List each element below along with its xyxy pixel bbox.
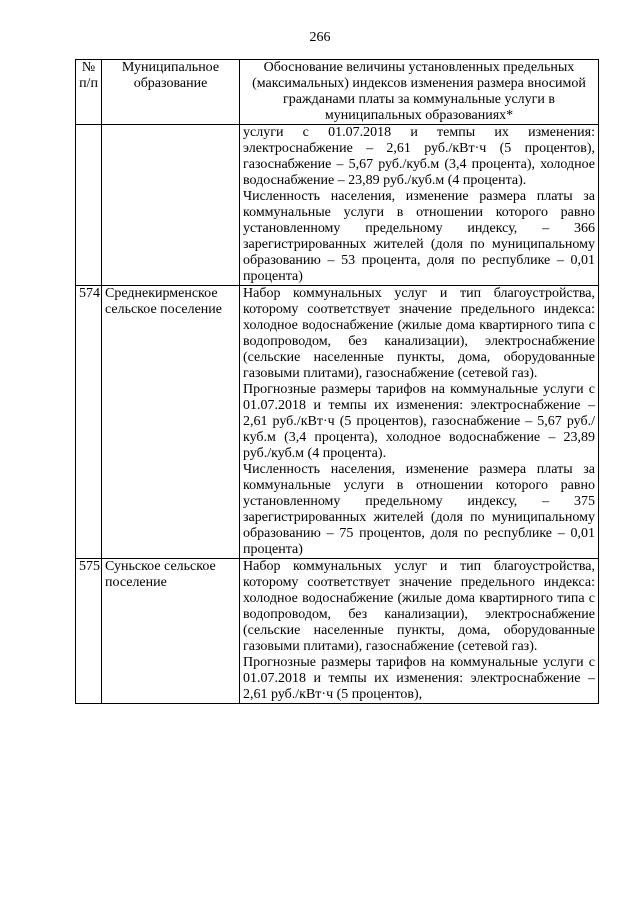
header-num: № п/п bbox=[76, 60, 102, 125]
row-municipality: Среднекирменское сельское поселение bbox=[102, 286, 240, 559]
row-basis bbox=[240, 286, 599, 559]
page-number: 266 bbox=[309, 30, 331, 45]
row-municipality: Суньское сельское поселение bbox=[102, 559, 240, 704]
basis-paragraph: Набор коммунальных услуг и тип благоустройства, которому соответствует значение предельного индекса: холодное водоснабжение (жилые дома квартирного типа с водопроводом, без канализации), электроснабжение (сельские населенные пункты, дома, оборудованные газовыми плитами), газоснабжение (сетевой газ). bbox=[243, 286, 595, 381]
basis-paragraph: услуги с 01.07.2018 и темпы их изменения: электроснабжение – 2,61 руб./кВт·ч (5 процентов), газоснабжение – 5,67 руб./куб.м (3,4 процента), холодное водоснабжение – 23,89 руб./куб.м (4 процента). bbox=[243, 125, 595, 188]
header-municipality: Муниципальное образование bbox=[102, 60, 240, 125]
basis-paragraph: Численность населения, изменение размера платы за коммунальные услуги в отношении которого равно установленному предельному индексу, – 366 зарегистрированных жителей (доля по муниципальному образованию – 53 процента, доля по республике – 0,01 процента) bbox=[243, 189, 595, 284]
basis-paragraph: Набор коммунальных услуг и тип благоустройства, которому соответствует значение предельного индекса: холодное водоснабжение (жилые дома квартирного типа с водопроводом, без канализации), электроснабжение (сельские населенные пункты, дома, оборудованные газовыми плитами), газоснабжение (сетевой газ). bbox=[243, 559, 595, 654]
row-num: 575 bbox=[76, 559, 102, 704]
table-row bbox=[76, 125, 599, 286]
table-row bbox=[76, 559, 599, 704]
table-row bbox=[76, 286, 599, 559]
tariff-index-table bbox=[75, 59, 599, 704]
row-basis bbox=[240, 125, 599, 286]
basis-paragraph: Прогнозные размеры тарифов на коммунальные услуги с 01.07.2018 и темпы их изменения: электроснабжение – 2,61 руб./кВт·ч (5 процентов), bbox=[243, 655, 595, 702]
basis-paragraph: Численность населения, изменение размера платы за коммунальные услуги в отношении которого равно установленному предельному индексу, – 375 зарегистрированных жителей (доля по муниципальному образованию – 75 процентов, доля по республике – 0,01 процента) bbox=[243, 462, 595, 557]
row-municipality bbox=[102, 125, 240, 286]
row-num bbox=[76, 125, 102, 286]
header-basis: Обоснование величины установленных предельных (максимальных) индексов изменения размера вносимой гражданами платы за коммунальные услуги в муниципальных образованиях* bbox=[240, 60, 599, 125]
basis-paragraph: Прогнозные размеры тарифов на коммунальные услуги с 01.07.2018 и темпы их изменения: электроснабжение – 2,61 руб./кВт·ч (5 процентов), газоснабжение – 5,67 руб./куб.м (3,4 процента), холодное водоснабжение – 23,89 руб./куб.м (4 процента). bbox=[243, 382, 595, 461]
row-basis bbox=[240, 559, 599, 704]
table-header-row bbox=[76, 60, 599, 125]
row-num: 574 bbox=[76, 286, 102, 559]
